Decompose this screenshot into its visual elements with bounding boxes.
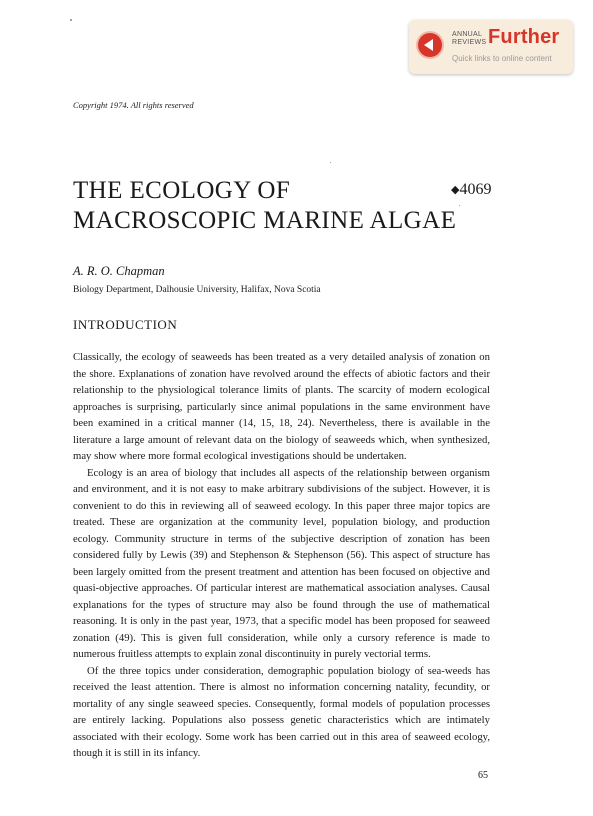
author-affiliation: Biology Department, Dalhousie University, Halifax, Nova Scotia [73, 285, 321, 295]
body-paragraph: Ecology is an area of biology that includes all aspects of the relationship between organism and environment, and it is not easy to make arbitrary subdivisions of the subject. However, it is convenient to do this in reviewing all of seaweed ecology. In this paper three major topics are treated. These are organization at the community level, population biology, and production ecology. Community structure in terms of the subjective description of zonation has been considered fully by Lewis (39) and Stephenson & Stephenson (56). This aspect of structure has been largely omitted from the present treatment and attention has been focused on objective and quasi-objective approaches. Of particular interest are mathematical association analyses. Causal explanations for the types of structure may also be found through the use of mathematical reasoning. It is only in the past year, 1973, that a specific model has been proposed for seaweed zonation (49). This is given full consideration, while only a cursory reference is made to numerous fruitless attempts to explain zonal discontinuity in purely vectorial terms. [73, 466, 490, 660]
scan-speck [70, 19, 72, 21]
badge-publisher-line1: ANNUAL [452, 31, 483, 38]
annual-reviews-further-badge[interactable] [409, 20, 573, 74]
badge-subtitle[interactable]: Quick links to online content [452, 54, 552, 63]
badge-publisher-label [452, 31, 486, 47]
article-title [73, 176, 456, 236]
back-arrow-icon[interactable] [418, 33, 442, 57]
badge-brand[interactable]: Further [488, 26, 560, 48]
badge-publisher-line2: REVIEWS [452, 39, 487, 46]
diamond-icon: ◆ [451, 184, 460, 196]
body-paragraph: Classically, the ecology of seaweeds has been treated as a very detailed analysis of zonation on the shore. Explanations of zonation have revolved around the effects of abiotic factors and their relationship to the physiological tolerance limits of plants. The scarcity of modern ecological approaches is surprising, particularly since animal populations in the same environment have been examined in a critical manner (14, 15, 18, 24). Nevertheless, there is available in the literature a large amount of relevant data on the biology of seaweeds which, when synthesized, may show where more formal ecological investigations should be undertaken. [73, 351, 490, 462]
section-heading: INTRODUCTION [73, 317, 178, 332]
author-name: A. R. O. Chapman [73, 264, 165, 278]
copyright-notice: Copyright 1974. All rights reserved [73, 100, 194, 110]
scan-speck [459, 205, 460, 206]
article-title-line2: MACROSCOPIC MARINE ALGAE [73, 207, 457, 234]
article-title-line1: THE ECOLOGY OF [73, 177, 291, 204]
article-number [451, 181, 491, 199]
article-number-value: 4069 [459, 181, 492, 198]
body-paragraph: Of the three topics under consideration, demographic population biology of sea-weeds has received the least attention. There is almost no information concerning natality, fecundity, or mortality of any single seaweed species. Consequently, formal models of population processes are entirely lacking. Populations also possess genetic characteristics which are intimately associated with their ecology. Some work has been carried out in this area of seaweed ecology, though it is still in its infancy. [73, 664, 490, 759]
article-body [73, 349, 490, 762]
scan-speck [330, 162, 331, 163]
page-number: 65 [478, 770, 488, 781]
